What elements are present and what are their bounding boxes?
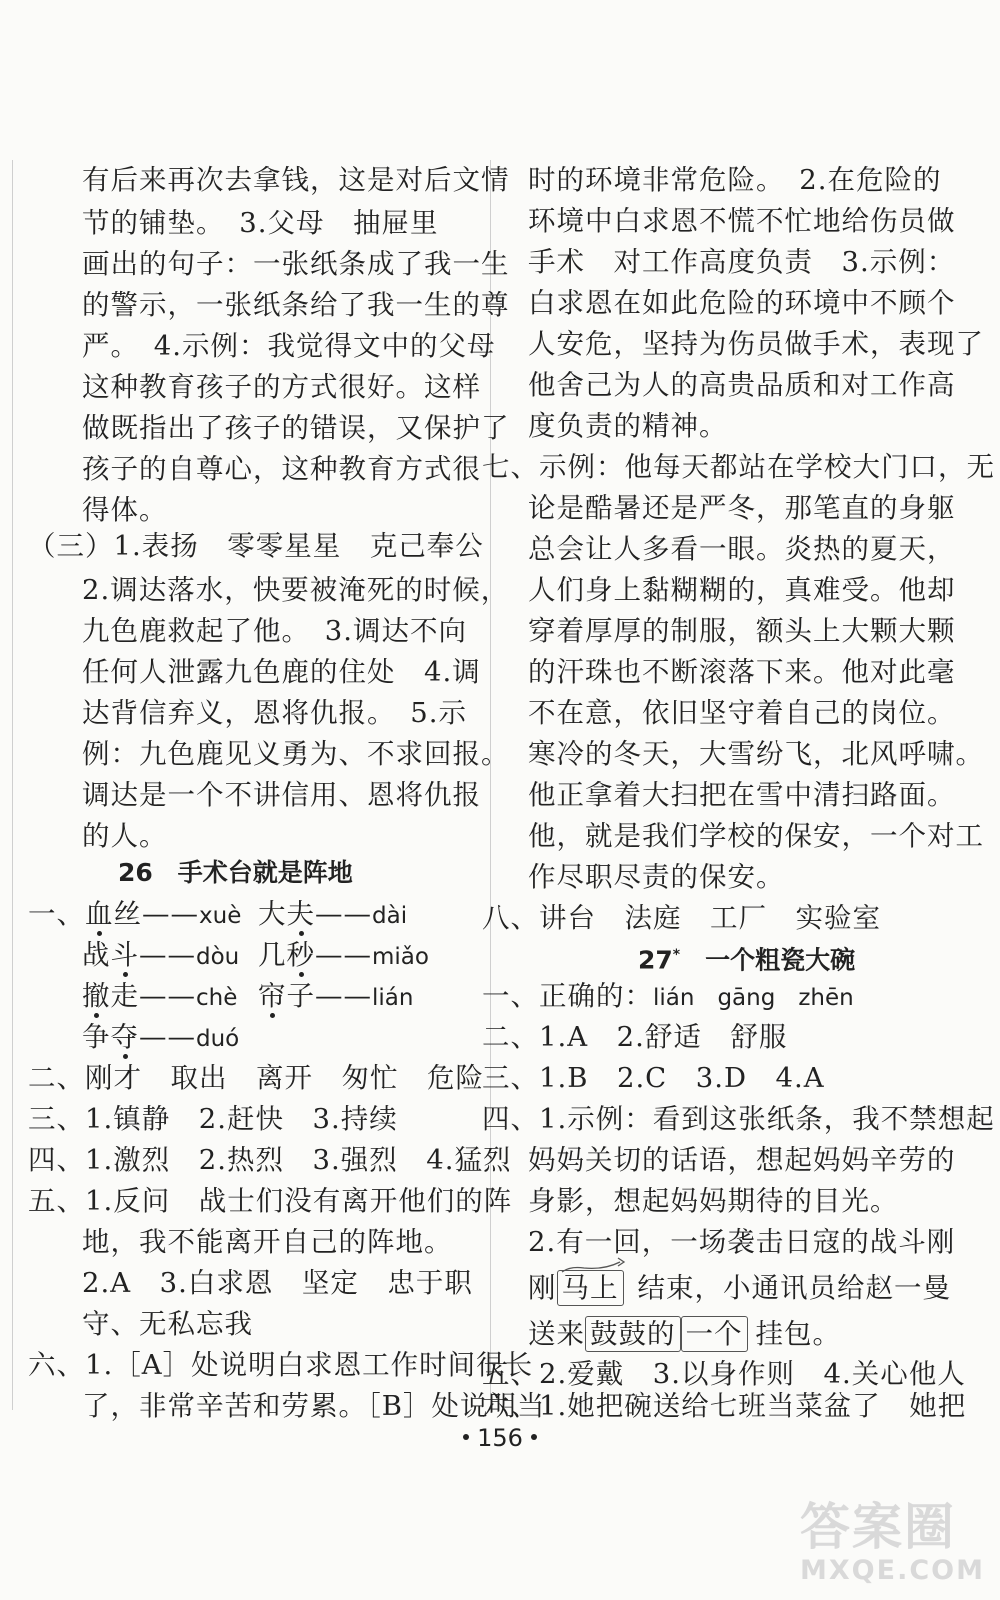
char: 丝: [113, 898, 142, 930]
text-line: 三、1.B 2.C 3.D 4.A: [482, 1062, 825, 1094]
text-line: 白求恩在如此危险的环境中不顾个: [528, 287, 956, 319]
q1-item: [258, 976, 413, 1018]
pinyin: duó: [196, 1026, 240, 1052]
text-line: 论是酷暑还是严冬，那笔直的身躯: [528, 492, 956, 524]
q1-item: [82, 935, 239, 977]
text-line: 妈妈关切的话语，想起妈妈辛劳的: [528, 1144, 956, 1176]
text-line: 了，非常辛苦和劳累。［B］处说明当: [82, 1390, 546, 1422]
char: 几: [258, 939, 287, 971]
emphasis-char: 撤: [82, 976, 111, 1016]
text-line: 时的环境非常危险。 2.在危险的: [528, 164, 942, 196]
q1-prefix: 一、: [28, 898, 85, 930]
text-line: 不在意，依旧坚守着自己的岗位。: [528, 697, 956, 729]
text-line: 二、刚才 取出 离开 匆忙 危险: [28, 1062, 484, 1094]
text-line: 严。 4.示例：我觉得文中的父母: [82, 330, 496, 362]
text-line: （三）1.表扬 零零星星 克己奉公: [28, 530, 484, 562]
boxed-word: 鼓鼓的: [585, 1316, 681, 1352]
text-line: 寒冷的冬天，大雪纷飞，北风呼啸。: [528, 738, 984, 770]
edit-line-2: 送来 鼓鼓的 一个 挂包。: [528, 1318, 841, 1350]
insertion-mark-icon: [560, 1256, 632, 1274]
watermark: [800, 1500, 988, 1595]
dot-icon: [463, 1434, 469, 1440]
char: 争: [82, 1021, 111, 1053]
emphasis-char: 帘: [258, 976, 287, 1016]
pinyin: lián: [372, 985, 414, 1011]
text-line: 人们身上黏糊糊的，真难受。他却: [528, 574, 956, 606]
text-line: 有后来再次去拿钱，这是对后文情: [82, 164, 510, 196]
q1-item: [258, 894, 407, 936]
text-line: 手术 对工作高度负责 3.示例：: [528, 246, 956, 278]
text-line: 度负责的精神。: [528, 410, 728, 442]
watermark-url: MXQE.COM: [800, 1555, 985, 1586]
q1-item: [82, 976, 237, 1018]
text-line: 作尽职尽责的保安。: [528, 861, 785, 893]
text-line: 的人。: [82, 820, 168, 852]
text-line: 八、讲台 法庭 工厂 实验室: [482, 902, 881, 934]
section-number: 27: [638, 945, 673, 975]
watermark-logo-text: 答案圈: [800, 1498, 956, 1556]
pinyin: dài: [372, 903, 408, 929]
text-line: 守、无私忘我: [82, 1308, 253, 1340]
text-line: 四、1.激烈 2.热烈 3.强烈 4.猛烈: [28, 1144, 512, 1176]
dash: ——: [315, 980, 372, 1012]
emphasis-char: 秒: [287, 935, 316, 975]
text-line: 穿着厚厚的制服，额头上大颗大颗: [528, 615, 956, 647]
text-line: 2.有一回，一场袭击日寇的战斗刚: [528, 1226, 956, 1258]
dash: ——: [315, 939, 372, 971]
text-line: 画出的句子：一张纸条成了我一生: [82, 248, 510, 280]
q1-item: [82, 1017, 239, 1059]
boxed-word: 一个: [681, 1316, 748, 1352]
text-line: 地，我不能离开自己的阵地。: [82, 1226, 453, 1258]
left-margin-rule: [12, 160, 13, 1410]
pinyin: miǎo: [372, 944, 429, 970]
text-line: 调达是一个不讲信用、恩将仇报: [82, 779, 481, 811]
text-line: 孩子的自尊心，这种教育方式很: [82, 453, 481, 485]
char: 战: [82, 939, 111, 971]
text-line: 做既指出了孩子的错误，又保护了: [82, 412, 510, 444]
text-line: 任何人泄露九色鹿的住处 4.调: [82, 656, 481, 688]
edit-line-1: 刚 马上 结束，小通讯员给赵一曼: [528, 1272, 951, 1304]
emphasis-char: 血: [85, 894, 114, 934]
text-line: 六、1.［A］处说明白求恩工作时间很长: [28, 1349, 534, 1381]
text-line: 人安危，坚持为伤员做手术，表现了: [528, 328, 984, 360]
section-title-27: [638, 935, 855, 980]
text-line: 达背信弃义，恩将仇报。 5.示: [82, 697, 467, 729]
text-line: 环境中白求恩不慌不忙地给伤员做: [528, 205, 956, 237]
text-line: 2.A 3.白求恩 坚定 忠于职: [82, 1267, 473, 1299]
dash: ——: [315, 898, 372, 930]
page-number: 156: [0, 1424, 1000, 1452]
text-line: 三、1.镇静 2.赶快 3.持续: [28, 1103, 398, 1135]
asterisk-mark: *: [672, 947, 681, 963]
text-line: 五、2.爱戴 3.以身作则 4.关心他人: [482, 1358, 966, 1390]
emphasis-char: 夺: [111, 1017, 140, 1057]
text-line: 的警示，一张纸条给了我一生的尊: [82, 289, 510, 321]
char: 大: [258, 898, 287, 930]
text-line: 这种教育孩子的方式很好。这样: [82, 371, 481, 403]
text-line: 节的铺垫。 3.父母 抽屉里: [82, 207, 439, 239]
dot-icon: [531, 1434, 537, 1440]
dash: ——: [139, 1021, 196, 1053]
emphasis-char: 夫: [287, 894, 316, 934]
dash: ——: [139, 939, 196, 971]
text-line: 的汗珠也不断滚落下来。他对此毫: [528, 656, 956, 688]
section-title-26: 26 手术台就是阵地: [118, 858, 353, 887]
char: 子: [286, 980, 315, 1012]
text-line: 得体。: [82, 494, 168, 526]
pinyin: lián gāng zhēn: [653, 985, 854, 1011]
pinyin: chè: [196, 985, 238, 1011]
text-line: 他正拿着大扫把在雪中清扫路面。: [528, 779, 956, 811]
text-line: 六、1.她把碗送给七班当菜盆了 她把: [482, 1390, 967, 1422]
q1-row: [28, 894, 241, 936]
text-line: 一、正确的：lián gāng zhēn: [482, 980, 854, 1012]
text-line: 四、1.示例：看到这张纸条，我不禁想起: [482, 1103, 995, 1135]
text-line: 五、1.反问 战士们没有离开他们的阵: [28, 1185, 513, 1217]
char: 走: [110, 980, 139, 1012]
q1-item: [258, 935, 429, 977]
text-line: 例：九色鹿见义勇为、不求回报。: [82, 738, 510, 770]
boxed-word: 马上: [557, 1270, 624, 1306]
dash: ——: [142, 898, 199, 930]
emphasis-char: 斗: [111, 935, 140, 975]
dash: ——: [139, 980, 196, 1012]
text-line: 七、示例：他每天都站在学校大门口，无: [482, 451, 995, 483]
text-line: 二、1.A 2.舒适 舒服: [482, 1021, 788, 1053]
text-line: 2.调达落水，快要被淹死的时候，: [82, 574, 510, 606]
text-line: 九色鹿救起了他。 3.调达不向: [82, 615, 467, 647]
text-line: 他舍己为人的高贵品质和对工作高: [528, 369, 956, 401]
text-line: 身影，想起妈妈期待的目光。: [528, 1185, 899, 1217]
pinyin: xuè: [199, 903, 242, 929]
text-line: 总会让人多看一眼。炎热的夏天，: [528, 533, 956, 565]
pinyin: dòu: [196, 944, 240, 970]
text-line: 他，就是我们学校的保安，一个对工: [528, 820, 984, 852]
section-name: 一个粗瓷大碗: [705, 945, 856, 975]
